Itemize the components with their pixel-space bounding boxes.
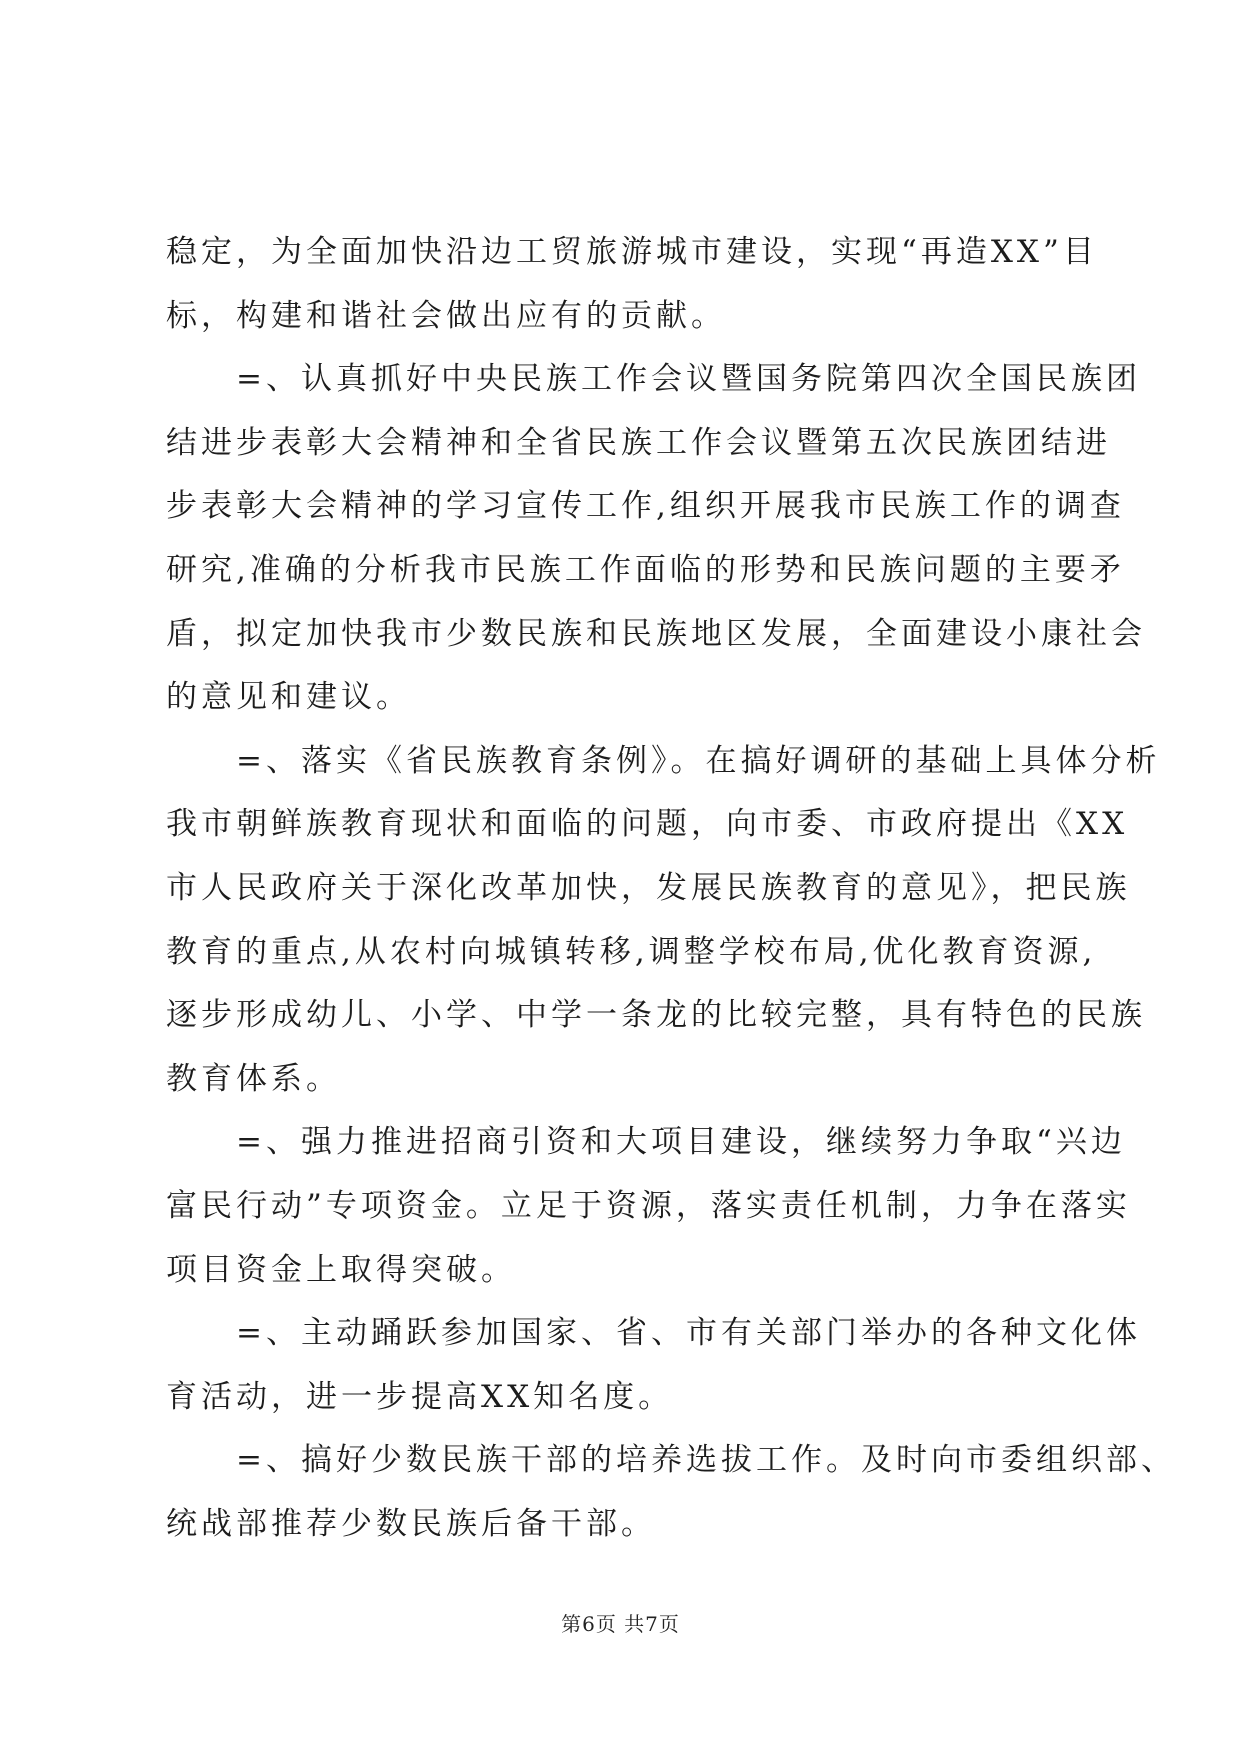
text-line: =、认真抓好中央民族工作会议暨国务院第四次全国民族团 (166, 361, 1141, 398)
text-line: 步表彰大会精神的学习宣传工作,组织开展我市民族工作的调查 (166, 488, 1125, 525)
document-body (166, 221, 1176, 1556)
text-line: 稳定，为全面加快沿边工贸旅游城市建设，实现“再造XX”目 (166, 234, 1098, 270)
text-line: 标，构建和谐社会做出应有的贡献。 (166, 297, 726, 334)
text-line: 统战部推荐少数民族后备干部。 (166, 1505, 656, 1542)
text-line: 项目资金上取得突破。 (166, 1251, 516, 1288)
page-number-footer: 第6页 共7页 (561, 1612, 680, 1636)
text-line: 育活动，进一步提高XX知名度。 (166, 1378, 674, 1415)
text-line: 研究,准确的分析我市民族工作面临的形势和民族问题的主要矛 (166, 551, 1125, 588)
text-line: 市人民政府关于深化改革加快，发展民族教育的意见》，把民族 (166, 869, 1131, 906)
text-line: 盾，拟定加快我市少数民族和民族地区发展，全面建设小康社会 (166, 615, 1146, 652)
text-line: 教育体系。 (166, 1060, 341, 1097)
text-line: 我市朝鲜族教育现状和面临的问题，向市委、市政府提出《XX (166, 806, 1129, 843)
text-line: =、强力推进招商引资和大项目建设，继续努力争取“兴边 (166, 1124, 1126, 1161)
text-line: 结进步表彰大会精神和全省民族工作会议暨第五次民族团结进 (166, 424, 1111, 461)
text-line: =、落实《省民族教育条例》。在搞好调研的基础上具体分析 (166, 742, 1161, 779)
text-line: =、主动踊跃参加国家、省、市有关部门举办的各种文化体 (166, 1315, 1141, 1352)
text-line: =、搞好少数民族干部的培养选拔工作。及时向市委组织部、 (166, 1442, 1176, 1479)
text-line: 的意见和建议。 (166, 679, 411, 716)
text-line: 逐步形成幼儿、小学、中学一条龙的比较完整，具有特色的民族 (166, 997, 1146, 1034)
text-line: 富民行动”专项资金。立足于资源，落实责任机制，力争在落实 (166, 1187, 1131, 1224)
text-line: 教育的重点,从农村向城镇转移,调整学校布局,优化教育资源, (166, 933, 1097, 970)
